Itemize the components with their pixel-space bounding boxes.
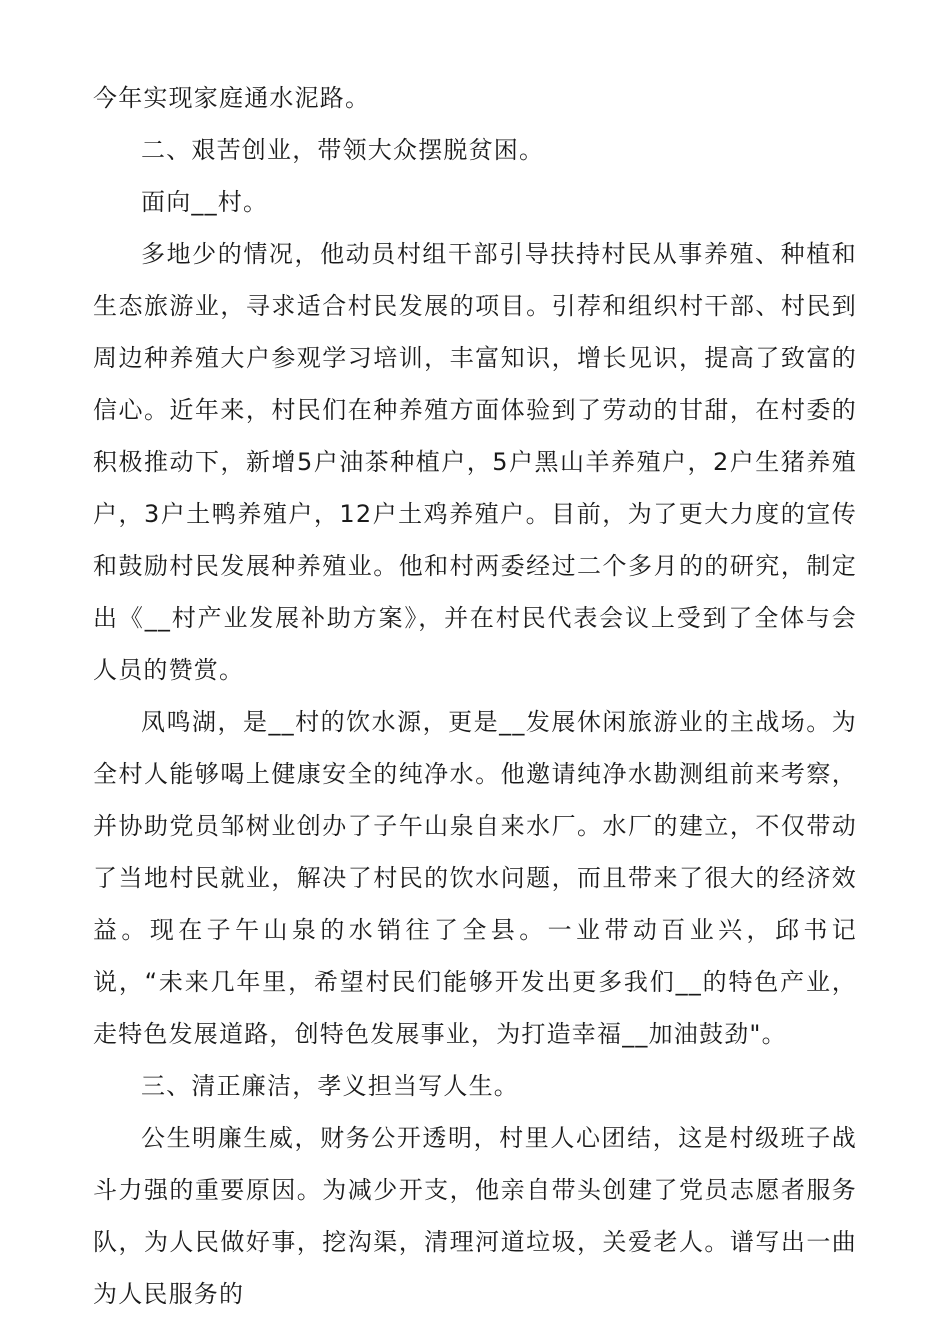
section-heading-2: 二、艰苦创业，带领大众摆脱贫困。: [141, 136, 545, 164]
paragraph-3: 面向__村。: [141, 188, 269, 216]
section-heading-3: 三、清正廉洁，孝义担当写人生。: [141, 1072, 519, 1100]
paragraph-4: 多地少的情况，他动员村组干部引导扶持村民从事养殖、种植和生态旅游业，寻求适合村民发展的项目。引荐和组织村干部、村民到周边种养殖大户参观学习培训，丰富知识，增长见识，提高了致富的信心。近年来，村民们在种养殖方面体验到了劳动的甘甜，在村委的积极推动下，新增5户油茶种植户，5户黑山羊养殖户，2户生猪养殖户，3户土鸭养殖户，12户土鸡养殖户。目前，为了更大力度的宣传和鼓励村民发展种养殖业。他和村两委经过二个多月的的研究，制定出《__村产业发展补助方案》，并在村民代表会议上受到了全体与会人员的赞赏。: [93, 240, 857, 684]
paragraph-5: 凤鸣湖，是__村的饮水源，更是__发展休闲旅游业的主战场。为全村人能够喝上健康安全的纯净水。他邀请纯净水勘测组前来考察，并协助党员邹树业创办了子午山泉自来水厂。水厂的建立，不仅带动了当地村民就业，解决了村民的饮水问题，而且带来了很大的经济效益。现在子午山泉的水销往了全县。一业带动百业兴，邱书记说，“未来几年里，希望村民们能够开发出更多我们__的特色产业，走特色发展道路，创特色发展事业，为打造幸福__加油鼓劲"。: [93, 708, 857, 1048]
document-body: [93, 72, 857, 1320]
paragraph-7: 公生明廉生威，财务公开透明，村里人心团结，这是村级班子战斗力强的重要原因。为减少开支，他亲自带头创建了党员志愿者服务队，为人民做好事，挖沟渠，清理河道垃圾，关爱老人。谱写出一曲为人民服务的: [93, 1124, 857, 1308]
paragraph-1: 今年实现家庭通水泥路。: [93, 84, 371, 112]
